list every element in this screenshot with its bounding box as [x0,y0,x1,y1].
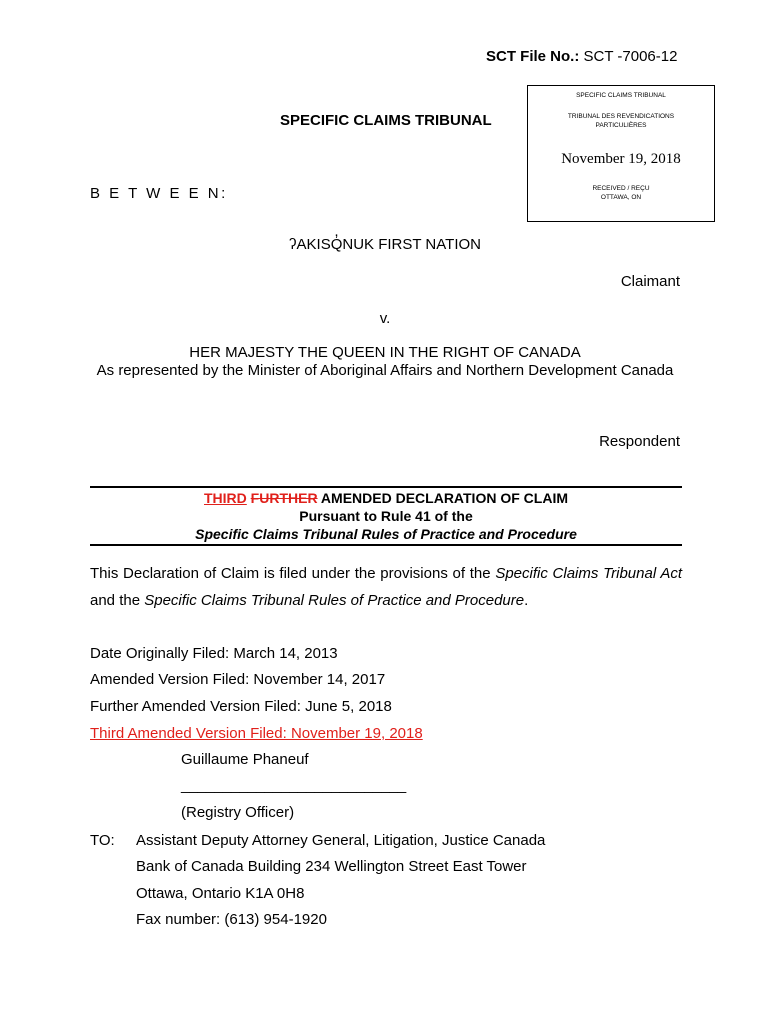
intro-text-2: and the [90,592,145,609]
stamp-line-4: RECEIVED / REÇU [592,185,650,192]
further-amended-version-filed: Further Amended Version Filed: June 5, 2018 [90,698,392,715]
claimant-label: Claimant [620,273,680,290]
recipient-line-2: Bank of Canada Building 234 Wellington Street East Tower [136,858,527,875]
respondent-name: HER MAJESTY THE QUEEN IN THE RIGHT OF CANADA [189,344,581,361]
file-number [486,48,677,65]
stamp-line-3: PARTICULIÈRES [595,122,647,129]
third-amended-version-filed: Third Amended Version Filed: November 19, 2018 [90,725,423,742]
intro-rules-name: Specific Claims Tribunal Rules of Practice and Procedure [144,592,525,609]
registry-officer-name: Guillaume Phaneuf [181,751,309,768]
received-stamp [527,85,715,222]
title-main: AMENDED DECLARATION OF CLAIM [317,490,568,506]
versus-label: v. [379,310,391,327]
stamp-line-5: OTTAWA, ON [600,194,642,201]
date-originally-filed: Date Originally Filed: March 14, 2013 [90,645,338,662]
recipient-line-1: Assistant Deputy Attorney General, Litigation, Justice Canada [136,832,546,849]
title-bottom-rule [90,544,682,546]
file-number-label: SCT File No.: [486,48,580,65]
tribunal-name: SPECIFIC CLAIMS TRIBUNAL [280,112,492,129]
registry-officer-title: (Registry Officer) [181,804,295,821]
document-title [90,489,682,543]
stamp-line-1: SPECIFIC CLAIMS TRIBUNAL [576,92,666,99]
title-top-rule [90,486,682,488]
to-label: TO: [90,832,115,849]
stamp-date: November 19, 2018 [561,151,681,167]
title-inserted-word: THIRD [204,490,247,506]
intro-act-name: Specific Claims Tribunal Act [495,565,682,582]
title-line-2: Pursuant to Rule 41 of the [299,508,473,524]
stamp-line-2: TRIBUNAL DES REVENDICATIONS [567,113,675,120]
claimant-name: ʔAKISQ̓NUK FIRST NATION [289,236,481,253]
respondent-representation: As represented by the Minister of Aboriginal Affairs and Northern Development Canada [96,362,674,379]
title-struck-word: FURTHER [250,490,318,506]
intro-paragraph [90,560,682,614]
between-label: B E T W E E N: [90,185,228,202]
signature-line: ___________________________ [181,777,407,794]
title-line-1 [90,489,682,507]
title-line-3: Specific Claims Tribunal Rules of Practice and Procedure [195,526,577,542]
respondent-label: Respondent [599,433,680,450]
file-number-value: SCT -7006-12 [579,48,678,65]
recipient-fax: Fax number: (613) 954-1920 [136,911,327,928]
intro-text-1: This Declaration of Claim is filed under the provisions of the [90,565,496,582]
recipient-line-3: Ottawa, Ontario K1A 0H8 [136,885,305,902]
amended-version-filed: Amended Version Filed: November 14, 2017 [90,671,386,688]
intro-text-3: . [524,592,529,609]
